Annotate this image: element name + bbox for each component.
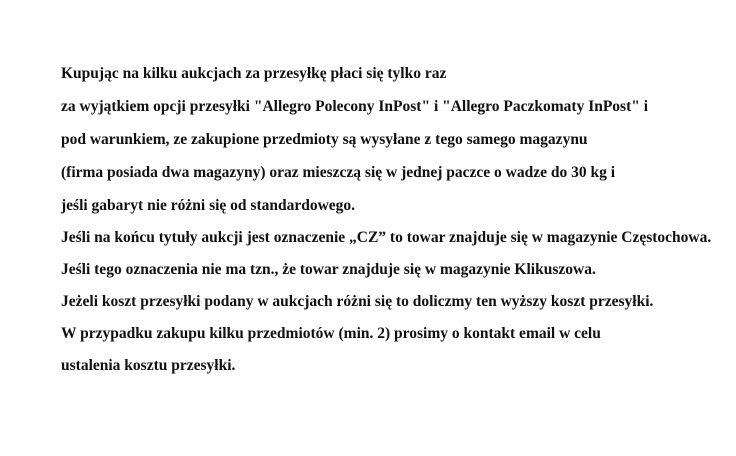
shipping-info-line: za wyjątkiem opcji przesyłki "Allegro Polecony InPost" i "Allegro Paczkomaty InPost" i [61, 98, 649, 115]
shipping-info-line: Jeśli na końcu tytuły aukcji jest oznaczenie „CZ” to towar znajduje się w magazynie Częstochowa. [61, 229, 712, 246]
shipping-info-line: (firma posiada dwa magazyny) oraz mieszczą się w jednej paczce o wadze do 30 kg i [61, 164, 616, 181]
shipping-info-line: ustalenia kosztu przesyłki. [61, 357, 236, 374]
shipping-info-line: pod warunkiem, ze zakupione przedmioty są wysyłane z tego samego magazynu [61, 131, 588, 148]
shipping-info-line: Jeżeli koszt przesyłki podany w aukcjach różni się to doliczmy ten wyższy koszt przesyłki. [61, 293, 654, 310]
shipping-info-line: jeśli gabaryt nie różni się od standardowego. [61, 197, 356, 214]
shipping-info-text [61, 64, 731, 389]
shipping-info-line: Jeśli tego oznaczenia nie ma tzn., że towar znajduje się w magazynie Klikuszowa. [61, 261, 596, 278]
shipping-info-line: W przypadku zakupu kilku przedmiotów (min. 2) prosimy o kontakt email w celu [61, 325, 601, 342]
shipping-info-line: Kupując na kilku aukcjach za przesyłkę płaci się tylko raz [61, 65, 447, 82]
